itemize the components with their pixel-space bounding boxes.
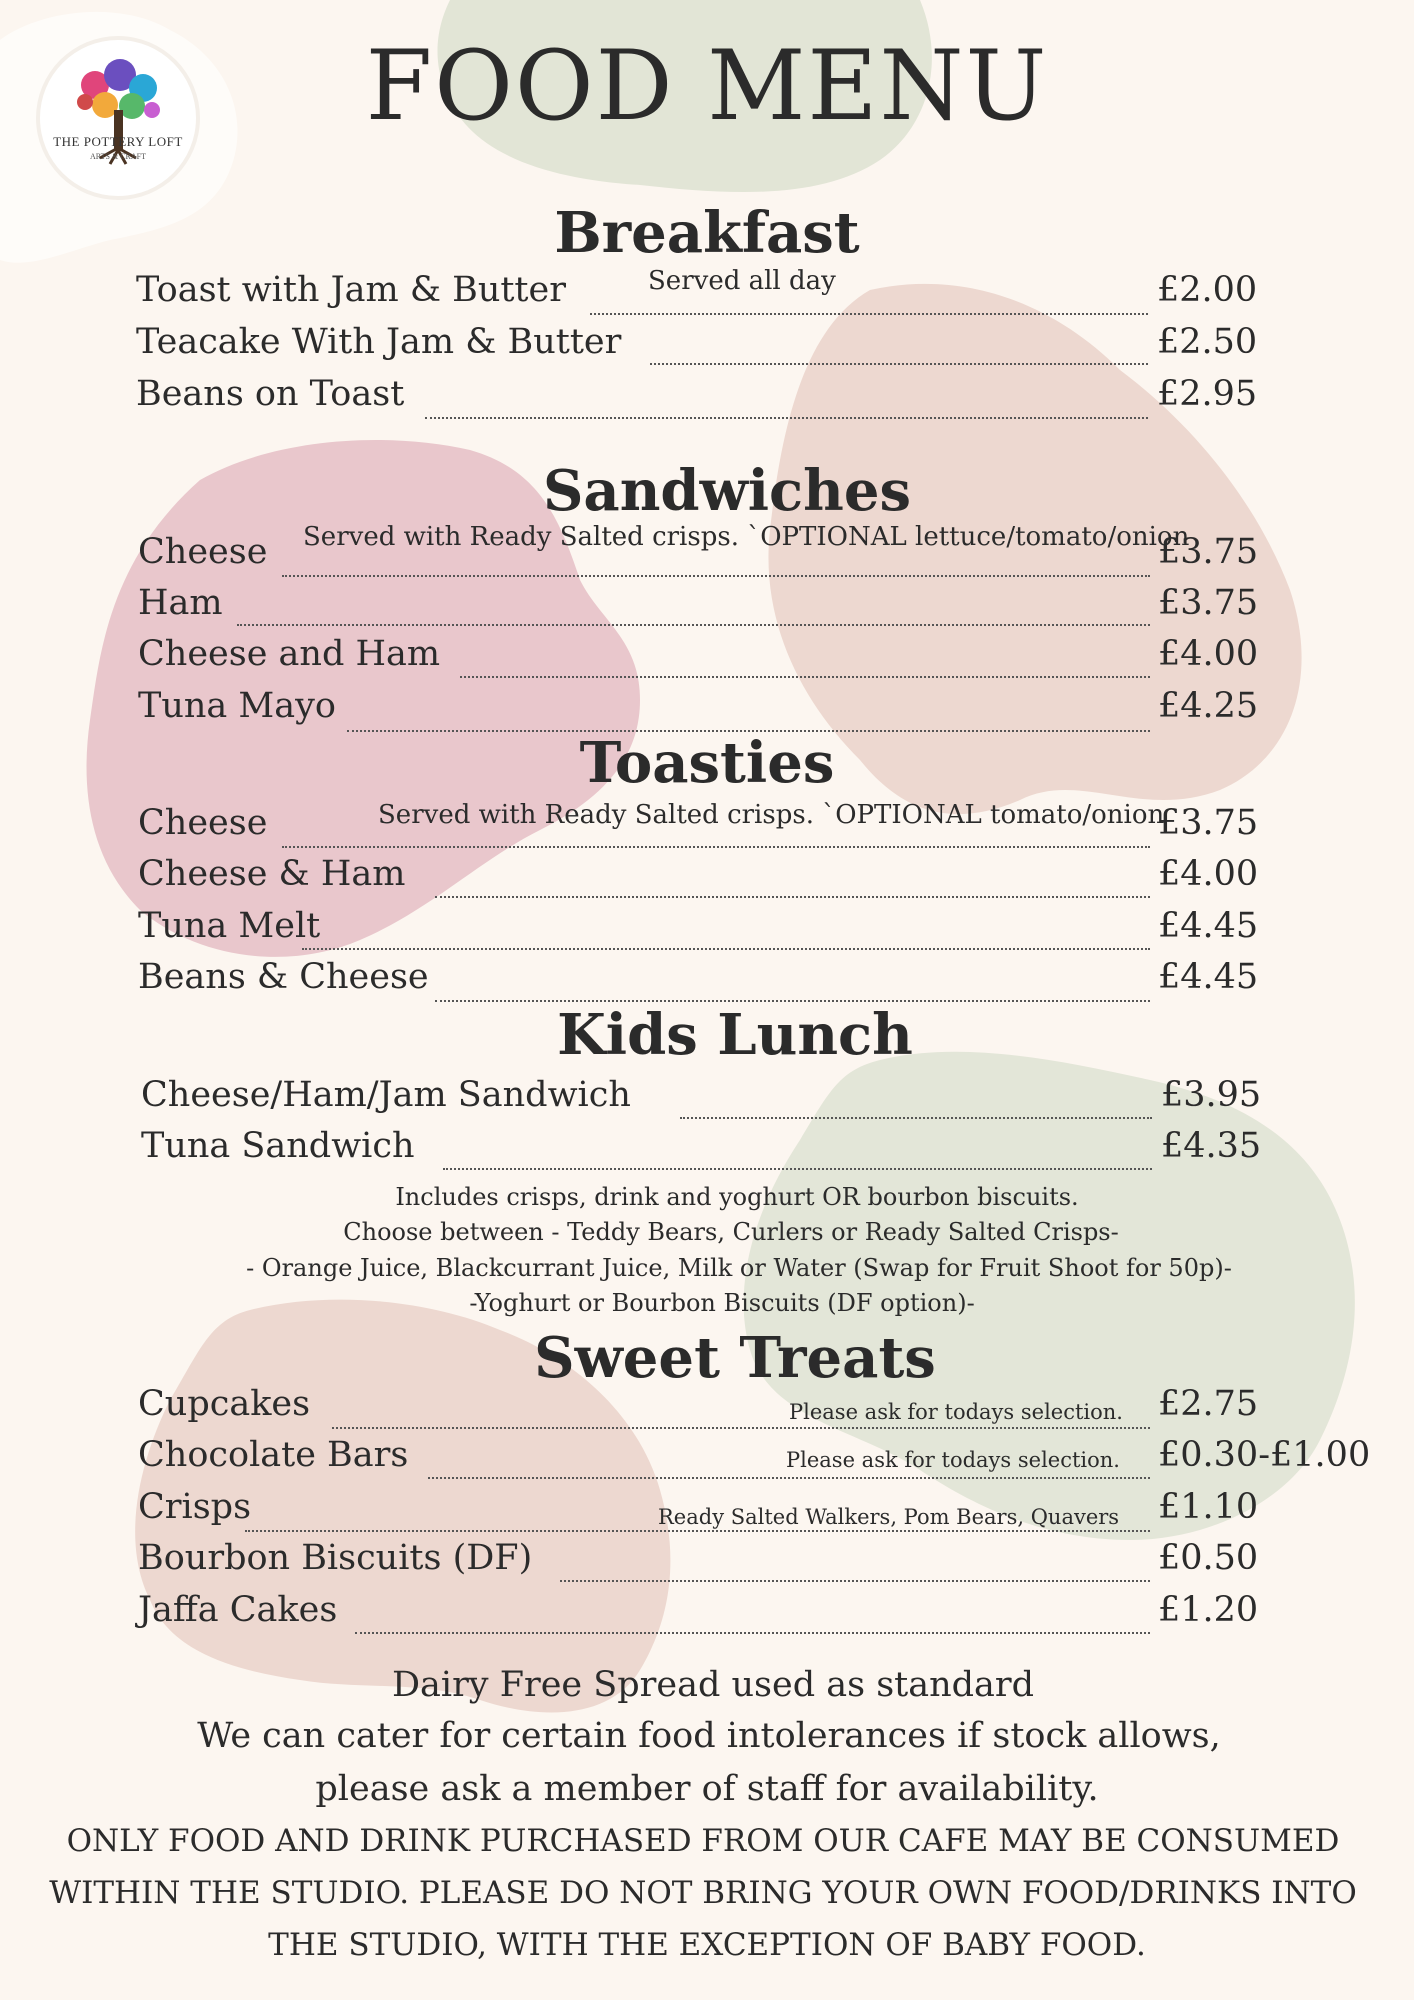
breakfast-heading: Breakfast <box>554 200 860 266</box>
notice-line: THE STUDIO, WITH THE EXCEPTION OF BABY FOOD. <box>268 1927 1146 1963</box>
item-name: Beans on Toast <box>136 374 405 414</box>
kids-info-line: Choose between - Teddy Bears, Curlers or Ready Salted Crisps- <box>343 1218 1119 1246</box>
kids-info-line: Includes crisps, drink and yoghurt OR bourbon biscuits. <box>395 1183 1079 1211</box>
item-note: Ready Salted Walkers, Pom Bears, Quavers <box>658 1505 1120 1529</box>
item-price: £2.75 <box>1158 1384 1259 1424</box>
footer-line: We can cater for certain food intolerances if stock allows, <box>197 1716 1221 1756</box>
leader-dots <box>302 948 1150 950</box>
leader-dots <box>237 624 1150 626</box>
item-name: Jaffa Cakes <box>138 1590 338 1630</box>
item-price: £3.75 <box>1158 583 1259 623</box>
kids-info-line: -Yoghurt or Bourbon Biscuits (DF option)- <box>469 1289 975 1317</box>
item-price: £0.50 <box>1158 1538 1259 1578</box>
item-name: Cupcakes <box>138 1384 311 1424</box>
logo-name: THE POTTERY LOFT <box>53 134 183 149</box>
item-name: Crisps <box>138 1487 252 1527</box>
leader-dots <box>428 1477 1150 1479</box>
item-price: £4.25 <box>1158 686 1259 726</box>
leader-dots <box>680 1117 1152 1119</box>
item-price: £3.75 <box>1158 803 1259 843</box>
leader-dots <box>282 846 1150 848</box>
footer-line: Dairy Free Spread used as standard <box>391 1665 1035 1705</box>
notice-line: ONLY FOOD AND DRINK PURCHASED FROM OUR CAFE MAY BE CONSUMED <box>66 1823 1340 1859</box>
item-name: Beans & Cheese <box>138 957 429 997</box>
kids-info-line: - Orange Juice, Blackcurrant Juice, Milk or Water (Swap for Fruit Shoot for 50p)- <box>246 1254 1232 1282</box>
item-price: £4.35 <box>1161 1126 1262 1166</box>
item-name: Cheese and Ham <box>138 634 441 674</box>
sandwiches-heading: Sandwiches <box>542 458 912 524</box>
item-name: Bourbon Biscuits (DF) <box>138 1538 533 1578</box>
item-price: £3.95 <box>1161 1075 1262 1115</box>
leader-dots <box>460 676 1150 678</box>
toasties-note: Served with Ready Salted crisps. `OPTIONAL tomato/onion <box>378 800 1165 830</box>
item-price: £4.00 <box>1158 854 1259 894</box>
item-name: Tuna Mayo <box>138 686 336 726</box>
leader-dots <box>435 896 1150 898</box>
kids-heading: Kids Lunch <box>557 1002 913 1068</box>
item-name: Tuna Sandwich <box>141 1126 415 1166</box>
footer-line: please ask a member of staff for availability. <box>315 1769 1099 1809</box>
leader-dots <box>245 1530 1150 1532</box>
item-name: Teacake With Jam & Butter <box>136 322 622 362</box>
sandwiches-note: Served with Ready Salted crisps. `OPTIONAL lettuce/tomato/onion <box>303 522 1190 552</box>
item-name: Cheese <box>138 532 268 572</box>
item-name: Cheese/Ham/Jam Sandwich <box>141 1075 631 1115</box>
item-price: £4.45 <box>1158 957 1259 997</box>
breakfast-note: Served all day <box>648 266 836 296</box>
notice-line: WITHIN THE STUDIO. PLEASE DO NOT BRING YOUR OWN FOOD/DRINKS INTO <box>49 1875 1357 1911</box>
leader-dots <box>590 313 1148 315</box>
sweets-heading: Sweet Treats <box>534 1325 936 1391</box>
leader-dots <box>332 1427 1150 1429</box>
item-price: £1.20 <box>1158 1590 1259 1630</box>
item-price: £4.45 <box>1158 906 1259 946</box>
item-name: Chocolate Bars <box>138 1435 409 1475</box>
item-price: £0.30-£1.00 <box>1158 1435 1371 1475</box>
item-price: £2.95 <box>1157 374 1258 414</box>
item-price: £3.75 <box>1158 532 1259 572</box>
leader-dots <box>282 575 1150 577</box>
leader-dots <box>355 1632 1150 1634</box>
logo-tagline: ARTS & CRAFT <box>90 152 146 161</box>
leader-dots <box>443 1168 1152 1170</box>
page-title: FOOD MENU <box>365 30 1049 142</box>
item-name: Ham <box>138 583 223 623</box>
item-name: Toast with Jam & Butter <box>136 270 566 310</box>
leader-dots <box>560 1580 1150 1582</box>
item-name: Cheese & Ham <box>138 854 406 894</box>
toasties-heading: Toasties <box>579 730 835 796</box>
item-price: £2.00 <box>1157 270 1258 310</box>
leader-dots <box>650 363 1148 365</box>
leader-dots <box>425 417 1148 419</box>
item-name: Cheese <box>138 803 268 843</box>
item-note: Please ask for todays selection. <box>786 1448 1120 1472</box>
item-price: £2.50 <box>1157 322 1258 362</box>
item-name: Tuna Melt <box>138 906 321 946</box>
item-note: Please ask for todays selection. <box>789 1400 1123 1424</box>
item-price: £1.10 <box>1158 1487 1259 1527</box>
item-price: £4.00 <box>1158 634 1259 674</box>
